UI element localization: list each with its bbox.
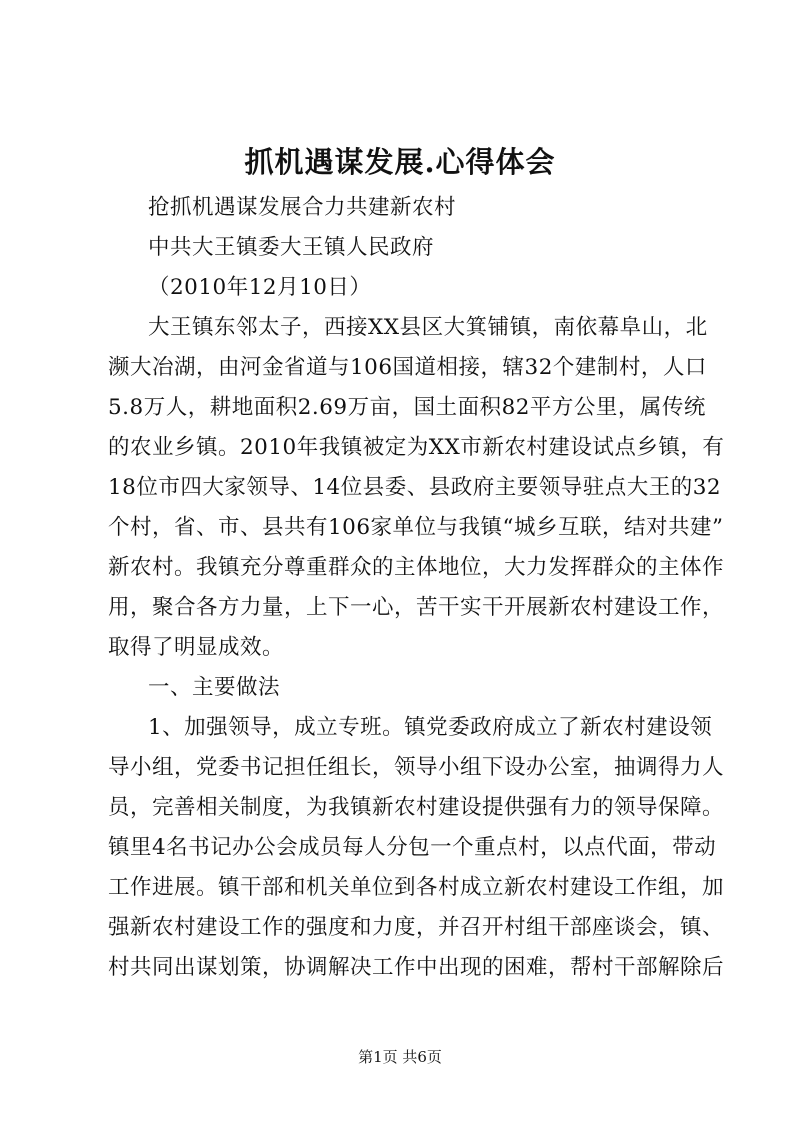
paragraph-line: 大王镇东邻太子，西接XX县区大箕铺镇，南依幕阜山，北 [148,315,708,340]
document-author: 中共大王镇委大王镇人民政府 [148,235,435,260]
paragraph-line: 员，完善相关制度，为我镇新农村建设提供强有力的领导保障。 [108,795,725,820]
paragraph-line: 新农村。我镇充分尊重群众的主体地位，大力发挥群众的主体作 [108,555,725,580]
paragraph-line: 导小组，党委书记担任组长，领导小组下设办公室，抽调得力人 [108,755,725,780]
paragraph-line: 用，聚合各方力量，上下一心，苦干实干开展新农村建设工作， [108,595,725,620]
document-subtitle: 抢抓机遇谋发展合力共建新农村 [148,195,457,220]
paragraph-line: 工作进展。镇干部和机关单位到各村成立新农村建设工作组，加 [108,875,725,900]
paragraph-line: 5.8万人，耕地面积2.69万亩，国土面积82平方公里，属传统 [108,395,706,420]
document-date: （2010年12月10日） [148,275,372,300]
paragraph-line: 18位市四大家领导、14位县委、县政府主要领导驻点大王的32 [108,475,722,500]
paragraph-line: 村共同出谋划策，协调解决工作中出现的困难，帮村干部解除后 [108,955,725,980]
paragraph-line: 镇里4名书记办公会成员每人分包一个重点村，以点代面，带动 [108,835,717,860]
paragraph-line: 强新农村建设工作的强度和力度，并召开村组干部座谈会，镇、 [108,915,725,940]
document-title: 抓机遇谋发展.心得体会 [244,145,556,179]
page-footer: 第1页 共6页 [358,1048,442,1066]
paragraph-line: 的农业乡镇。2010年我镇被定为XX市新农村建设试点乡镇，有 [108,435,725,460]
paragraph-line: 个村，省、市、县共有106家单位与我镇“城乡互联，结对共建” [108,515,724,540]
paragraph-line: 1、加强领导，成立专班。镇党委政府成立了新农村建设领 [148,715,713,740]
paragraph-line: 取得了明显成效。 [108,635,285,660]
section-heading: 一、主要做法 [148,675,281,700]
paragraph-line: 濒大冶湖，由河金省道与106国道相接，辖32个建制村，人口 [108,355,707,380]
